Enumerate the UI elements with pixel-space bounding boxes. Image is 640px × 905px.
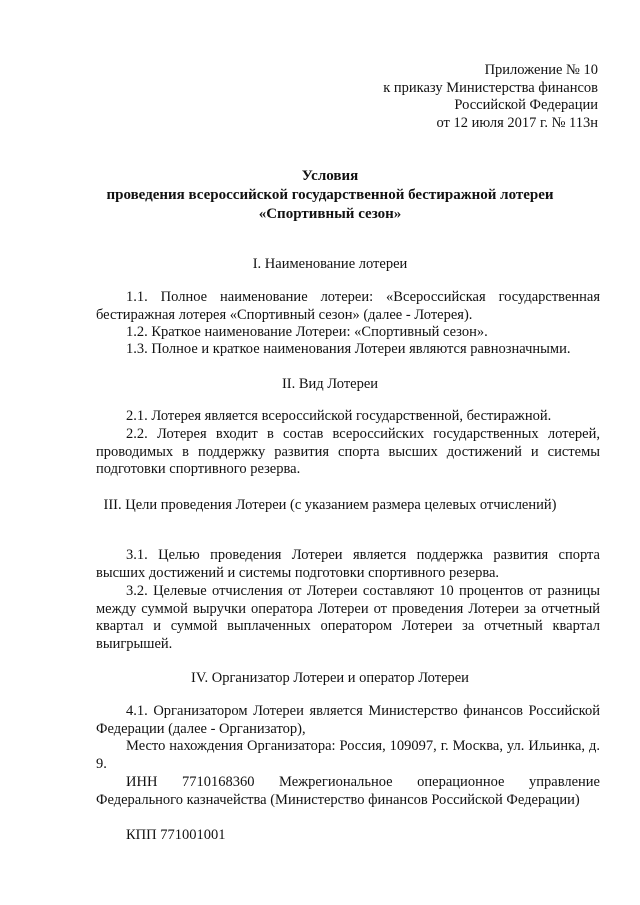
appendix-number: Приложение № 10 bbox=[484, 62, 598, 78]
paragraph-4-3: ИНН 7710168360 Межрегиональное операционное управление Федерального казначейства (Министерство финансов Российской Федерации) bbox=[96, 774, 600, 808]
paragraph-3-2: 3.2. Целевые отчисления от Лотереи составляют 10 процентов от разницы между суммой выручки оператора Лотереи от проведения Лотереи за отчетный квартал и суммой выплаченных оператором Лотереи за отчетный квартал выигрышей. bbox=[96, 583, 600, 652]
appendix-federation: Российской Федерации bbox=[454, 97, 598, 114]
section-1-heading: I. Наименование лотереи bbox=[252, 256, 408, 272]
paragraph-1-1: 1.1. Полное наименование лотереи: «Всероссийская государственная бестиражная лотерея «Спортивный сезон» (далее - Лотерея). bbox=[96, 289, 600, 323]
paragraph-2-2: 2.2. Лотерея входит в состав всероссийских государственных лотерей, проводимых в поддержку развития спорта высших достижений и системы подготовки спортивного резерва. bbox=[96, 426, 600, 478]
document-title bbox=[60, 167, 600, 224]
title-line-1: Условия bbox=[301, 168, 359, 184]
appendix-date: от 12 июля 2017 г. № 113н bbox=[436, 114, 598, 131]
title-line-2: проведения всероссийской государственной бестиражной лотереи bbox=[106, 187, 554, 203]
paragraph-3-1: 3.1. Целью проведения Лотереи является поддержка развития спорта высших достижений и системы подготовки спортивного резерва. bbox=[96, 547, 600, 581]
paragraph-2-1: 2.1. Лотерея является всероссийской государственной, бестиражной. bbox=[126, 408, 552, 424]
appendix-header bbox=[383, 62, 598, 132]
appendix-order: к приказу Министерства финансов bbox=[383, 79, 598, 96]
title-line-3: «Спортивный сезон» bbox=[258, 206, 402, 222]
section-3-heading: III. Цели проведения Лотереи (с указанием размера целевых отчислений) bbox=[103, 497, 557, 513]
paragraph-4-4: КПП 771001001 bbox=[126, 827, 226, 843]
paragraph-4-1: 4.1. Организатором Лотереи является Министерство финансов Российской Федерации (далее - Организатор), bbox=[96, 703, 600, 737]
paragraph-1-2: 1.2. Краткое наименование Лотереи: «Спортивный сезон». bbox=[126, 324, 488, 340]
section-2-heading: II. Вид Лотереи bbox=[281, 376, 379, 392]
paragraph-4-2: Место нахождения Организатора: Россия, 109097, г. Москва, ул. Ильинка, д. 9. bbox=[96, 738, 600, 772]
section-4-heading: IV. Организатор Лотереи и оператор Лотереи bbox=[191, 670, 469, 686]
paragraph-1-3: 1.3. Полное и краткое наименования Лотереи являются равнозначными. bbox=[126, 341, 571, 357]
